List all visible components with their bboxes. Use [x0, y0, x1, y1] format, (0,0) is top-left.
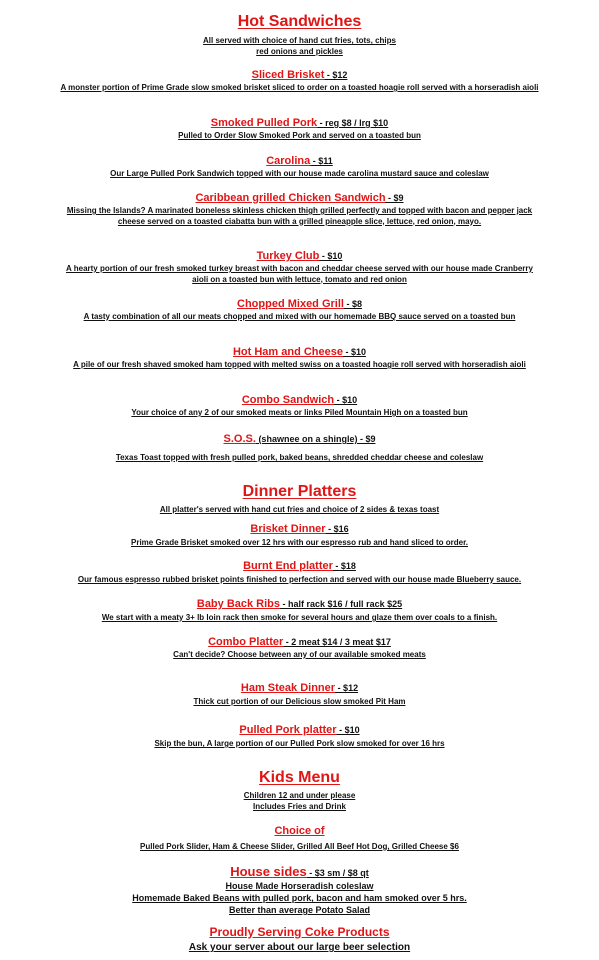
item-caribbean-chicken-title: Caribbean grilled Chicken Sandwich - $9 — [195, 192, 404, 204]
item-chopped-mixed-grill-title: Chopped Mixed Grill - $8 — [237, 298, 362, 310]
house-sides-title: House sides - $3 sm / $8 qt — [230, 864, 369, 879]
item-baby-back-ribs-desc: We start with a meaty 3+ lb loin rack then smoke for several hours and glaze them over coals to a finish. — [101, 613, 498, 622]
item-sos-desc: Texas Toast topped with fresh pulled pork, baked beans, shredded cheddar cheese and coleslaw — [115, 453, 484, 462]
item-combo-sandwich-title: Combo Sandwich - $10 — [241, 394, 358, 406]
item-sliced-brisket-desc: A monster portion of Prime Grade slow smoked brisket sliced to order on a toasted hoagie roll served with a horseradish aioli — [60, 83, 539, 92]
house-side-2: Homemade Baked Beans with pulled pork, bacon and ham smoked over 5 hrs. — [132, 893, 467, 903]
item-brisket-dinner-title: Brisket Dinner - $16 — [250, 523, 349, 535]
item-pulled-pork-platter-desc: Skip the bun, A large portion of our Pulled Pork slow smoked for over 16 hrs — [154, 739, 445, 748]
kids-choice-title: Choice of — [274, 825, 325, 837]
dinner-platters-note: All platter's served with hand cut fries and choice of 2 sides & texas toast — [159, 505, 440, 514]
item-ham-steak-title: Ham Steak Dinner - $12 — [240, 682, 359, 694]
item-chopped-mixed-grill-desc: A tasty combination of all our meats chopped and mixed with our homemade BBQ sauce served on a toasted bun — [83, 312, 516, 321]
item-caribbean-chicken-desc: Missing the Islands? A marinated boneless skinless chicken thigh grilled perfectly and topped with bacon and pepper jack cheese served on a toasted ciabatta bun with a grilled pineapple slice, lettuce, red onion, mayo. — [66, 206, 533, 226]
item-carolina-desc: Our Large Pulled Pork Sandwich topped with our house made carolina mustard sauce and coleslaw — [110, 169, 489, 178]
hot-sandwiches-note-2: red onions and pickles — [256, 47, 343, 56]
hot-sandwiches-note: All served with choice of hand cut fries, tots, chips — [203, 36, 396, 45]
item-turkey-club-desc: A hearty portion of our fresh smoked turkey breast with bacon and cheddar cheese served with our house made Cranberry aioli on a toasted bun with lettuce, tomato and red onion — [66, 264, 533, 284]
hot-sandwiches-title: Hot Sandwiches — [237, 13, 362, 30]
item-pulled-pork-platter-title: Pulled Pork platter - $10 — [239, 724, 360, 736]
item-smoked-pulled-pork-title: Smoked Pulled Pork - reg $8 / lrg $10 — [210, 117, 389, 129]
item-smoked-pulled-pork-desc: Pulled to Order Slow Smoked Pork and served on a toasted bun — [178, 131, 421, 140]
coke-line: Proudly Serving Coke Products — [209, 925, 390, 939]
item-hot-ham-cheese-title: Hot Ham and Cheese - $10 — [232, 346, 367, 358]
kids-menu-note: Children 12 and under please — [243, 791, 356, 800]
item-sliced-brisket-title: Sliced Brisket - $12 — [251, 69, 348, 81]
item-burnt-end-title: Burnt End platter - $18 — [243, 560, 356, 572]
item-combo-sandwich-desc: Your choice of any 2 of our smoked meats or links Piled Mountain High on a toasted bun — [131, 408, 468, 417]
house-side-1: House Made Horseradish coleslaw — [225, 881, 374, 891]
dinner-platters-title: Dinner Platters — [242, 483, 357, 500]
item-burnt-end-desc: Our famous espresso rubbed brisket points finished to perfection and served with our house made Blueberry sauce. — [77, 575, 522, 584]
item-baby-back-ribs-title: Baby Back Ribs - half rack $16 / full rack $25 — [196, 598, 403, 610]
beer-line: Ask your server about our large beer selection — [188, 942, 411, 953]
item-combo-platter-title: Combo Platter - 2 meat $14 / 3 meat $17 — [208, 636, 391, 648]
item-carolina-title: Carolina - $11 — [266, 155, 333, 167]
item-sos-title: S.O.S. (shawnee on a shingle) - $9 — [223, 433, 376, 445]
kids-menu-title: Kids Menu — [259, 769, 340, 786]
kids-menu-note-2: Includes Fries and Drink — [253, 802, 346, 811]
item-combo-platter-desc: Can't decide? Choose between any of our available smoked meats — [173, 650, 426, 659]
kids-choice-desc: Pulled Pork Slider, Ham & Cheese Slider, Grilled All Beef Hot Dog, Grilled Cheese $6 — [140, 842, 459, 851]
item-brisket-dinner-desc: Prime Grade Brisket smoked over 12 hrs with our espresso rub and hand sliced to order. — [131, 538, 468, 547]
house-side-3: Better than average Potato Salad — [228, 905, 371, 915]
item-turkey-club-title: Turkey Club - $10 — [256, 250, 343, 262]
item-ham-steak-desc: Thick cut portion of our Delicious slow smoked Pit Ham — [193, 697, 406, 706]
item-hot-ham-cheese-desc: A pile of our fresh shaved smoked ham topped with melted swiss on a toasted hoagie roll served with horseradish aioli — [73, 360, 526, 369]
